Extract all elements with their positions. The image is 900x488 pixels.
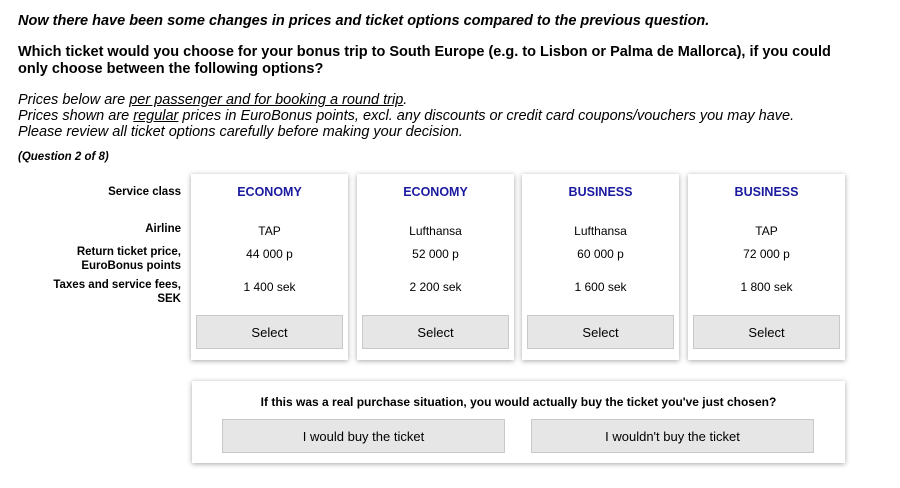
- note-line-3: Please review all ticket options carefully before making your decision.: [18, 124, 463, 140]
- taxes-fees: 1 800 sek: [740, 280, 793, 294]
- taxes-fees: 2 200 sek: [409, 280, 462, 294]
- ticket-price: 72 000 p: [743, 247, 790, 261]
- note-line-1: Prices below are per passenger and for booking a round trip.: [18, 92, 408, 108]
- service-class: BUSINESS: [734, 185, 799, 199]
- ticket-option-2: [357, 174, 514, 360]
- confirmation-question: If this was a real purchase situation, you would actually buy the ticket you've just chosen?: [260, 395, 777, 409]
- label-taxes: Taxes and service fees, SEK: [53, 279, 181, 305]
- select-button[interactable]: Select: [362, 315, 509, 349]
- airline: TAP: [258, 224, 281, 238]
- airline: Lufthansa: [409, 224, 462, 238]
- taxes-fees: 1 400 sek: [243, 280, 296, 294]
- would-not-buy-button[interactable]: I wouldn't buy the ticket: [531, 419, 814, 453]
- notes-block: [18, 92, 794, 140]
- airline: TAP: [755, 224, 778, 238]
- ticket-option-4: [688, 174, 845, 360]
- select-button[interactable]: Select: [527, 315, 674, 349]
- ticket-price: 52 000 p: [412, 247, 459, 261]
- taxes-fees: 1 600 sek: [574, 280, 627, 294]
- airline: Lufthansa: [574, 224, 627, 238]
- label-service-class: Service class: [108, 186, 181, 198]
- ticket-option-3: [522, 174, 679, 360]
- select-button[interactable]: Select: [693, 315, 840, 349]
- label-price: Return ticket price, EuroBonus points: [76, 246, 181, 272]
- service-class: ECONOMY: [237, 185, 302, 199]
- select-button[interactable]: Select: [196, 315, 343, 349]
- intro-text: Now there have been some changes in prices and ticket options compared to the previous question.: [18, 13, 710, 29]
- would-buy-button[interactable]: I would buy the ticket: [222, 419, 505, 453]
- ticket-price: 60 000 p: [577, 247, 624, 261]
- purchase-confirmation: [192, 381, 845, 463]
- question-number: (Question 2 of 8): [18, 151, 109, 163]
- note-line-2: Prices shown are regular prices in EuroBonus points, excl. any discounts or credit card coupons/vouchers you may have.: [18, 108, 795, 124]
- service-class: BUSINESS: [568, 185, 633, 199]
- label-airline: Airline: [145, 223, 181, 235]
- service-class: ECONOMY: [403, 185, 468, 199]
- question-text: Which ticket would you choose for your bonus trip to South Europe (e.g. to Lisbon or Palma de Mallorca), if you could only choose between the following options?: [18, 44, 831, 77]
- ticket-price: 44 000 p: [246, 247, 293, 261]
- ticket-option-1: [191, 174, 348, 360]
